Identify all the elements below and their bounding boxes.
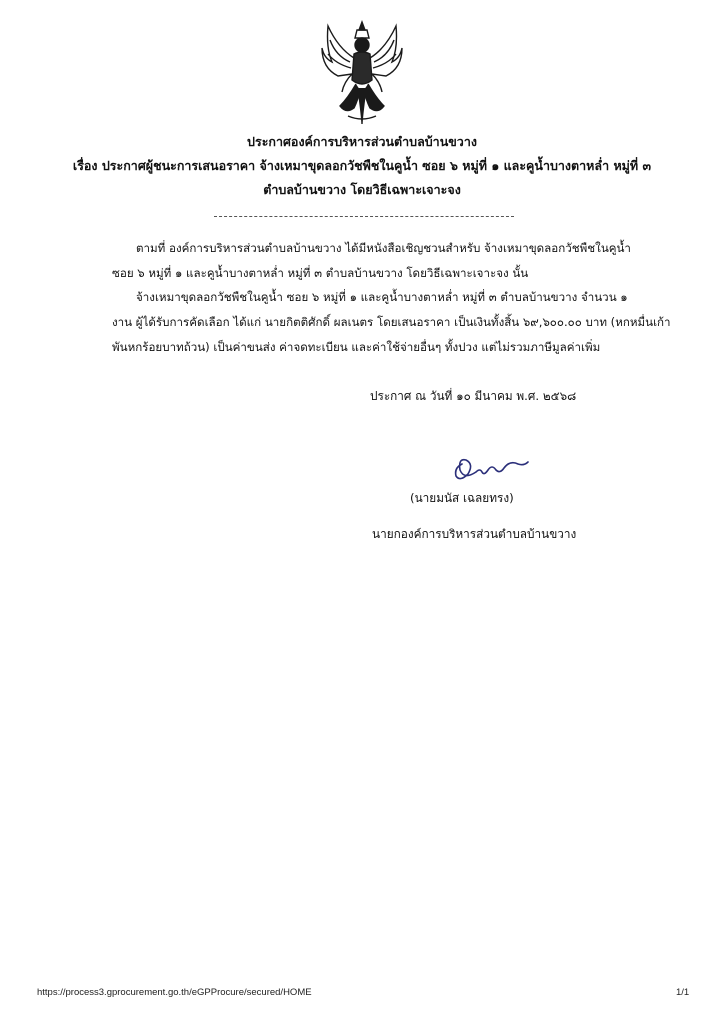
- subject-heading-line-1: เรื่อง ประกาศผู้ชนะการเสนอราคา จ้างเหมาขุดลอกวัชพืชในคูน้ำ ซอย ๖ หมู่ที่ ๑ และคูน้ำบางตาหล่ำ หมู่ที่ ๓: [72, 158, 652, 173]
- body-paragraph-1-line-1: ตามที่ องค์การบริหารส่วนตำบลบ้านขวาง ได้มีหนังสือเชิญชวนสำหรับ จ้างเหมาขุดลอกวัชพืชในคูน้ำ: [136, 241, 631, 255]
- footer-url: https://process3.gprocurement.go.th/eGPProcure/secured/HOME: [37, 987, 312, 998]
- body-paragraph-2-line-3: พันหกร้อยบาทถ้วน) เป็นค่าขนส่ง ค่าจดทะเบียน และค่าใช้จ่ายอื่นๆ ทั้งปวง แต่ไม่รวมภาษีมูลค่าเพิ่ม: [112, 340, 601, 354]
- garuda-emblem-icon: [318, 18, 406, 128]
- body-paragraph-1-line-2: ซอย ๖ หมู่ที่ ๑ และคูน้ำบางตาหล่ำ หมู่ที่ ๓ ตำบลบ้านขวาง โดยวิธีเฉพาะเจาะจง นั้น: [112, 266, 529, 280]
- page-number: 1/1: [676, 987, 690, 998]
- subject-heading-line-2: ตำบลบ้านขวาง โดยวิธีเฉพาะเจาะจง: [263, 182, 461, 197]
- handwritten-signature: [448, 450, 532, 486]
- announcement-date: ประกาศ ณ วันที่ ๑๐ มีนาคม พ.ศ. ๒๕๖๘: [370, 389, 577, 403]
- signer-title: นายกองค์การบริหารส่วนตำบลบ้านขวาง: [372, 527, 577, 541]
- issuer-heading: ประกาศองค์การบริหารส่วนตำบลบ้านขวาง: [247, 134, 477, 149]
- signer-name: (นายมนัส เฉลยทรง): [410, 491, 514, 505]
- body-paragraph-2-line-1: จ้างเหมาขุดลอกวัชพืชในคูน้ำ ซอย ๖ หมู่ที่ ๑ และคูน้ำบางตาหล่ำ หมู่ที่ ๓ ตำบลบ้านขวาง จำนวน ๑: [136, 290, 628, 304]
- heading-divider: [214, 216, 514, 217]
- body-paragraph-2-line-2: งาน ผู้ได้รับการคัดเลือก ได้แก่ นายกิตติศักดิ์ ผลเนตร โดยเสนอราคา เป็นเงินทั้งสิ้น ๖๙,๖๐๐.๐๐ บาท (หกหมื่นเก้า: [112, 315, 671, 329]
